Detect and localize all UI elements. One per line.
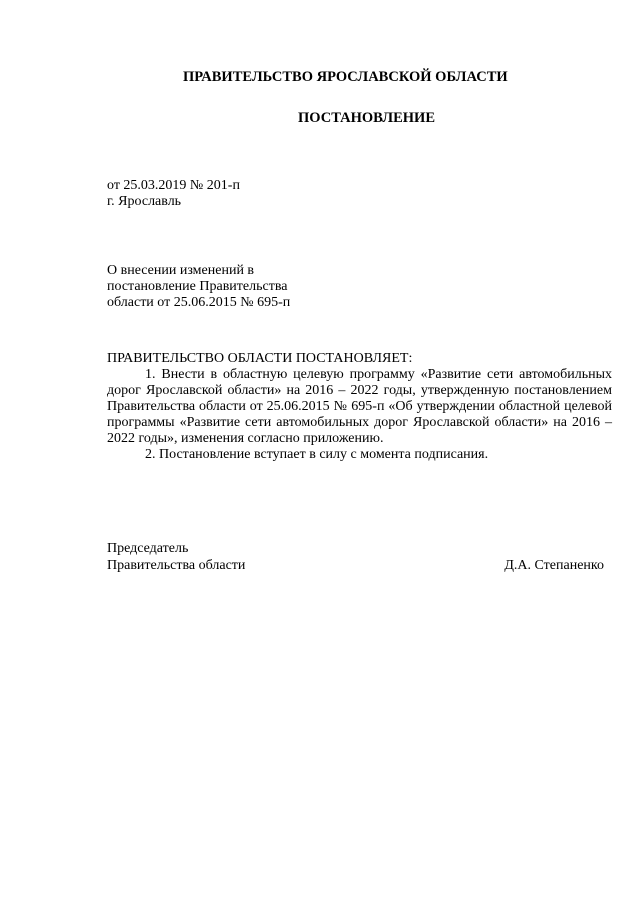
signer-name: Д.А. Степаненко bbox=[504, 558, 604, 573]
document-date-number: от 25.03.2019 № 201-п bbox=[107, 178, 240, 193]
subject-line: постановление Правительства bbox=[107, 279, 288, 294]
subject-line: области от 25.06.2015 № 695-п bbox=[107, 295, 291, 310]
government-title: ПРАВИТЕЛЬСТВО ЯРОСЛАВСКОЙ ОБЛАСТИ bbox=[183, 69, 508, 85]
signer-position-line2: Правительства области bbox=[107, 558, 246, 573]
document-subject bbox=[107, 263, 290, 311]
subject-line: О внесении изменений в bbox=[107, 263, 255, 278]
document-body bbox=[107, 351, 612, 463]
resolution-heading: ПРАВИТЕЛЬСТВО ОБЛАСТИ ПОСТАНОВЛЯЕТ: bbox=[107, 351, 413, 366]
document-city: г. Ярославль bbox=[107, 194, 182, 209]
resolution-item-1: 1. Внести в областную целевую программу «Развитие сети автомобильных дорог Ярославской области» на 2016 – 2022 годы, утвержденную постановлением Правительства области от 25.06.2015 № 695-п «Об утверждении областной целевой программы «Развитие сети автомобильных дорог Ярославской области» на 2016 – 2022 годы», изменения согласно приложению. bbox=[107, 367, 612, 446]
signature-block bbox=[107, 540, 604, 574]
document-meta bbox=[107, 178, 240, 210]
resolution-item-2: 2. Постановление вступает в силу с момента подписания. bbox=[145, 447, 489, 462]
document-type: ПОСТАНОВЛЕНИЕ bbox=[298, 110, 436, 126]
signer-position-line1: Председатель bbox=[107, 541, 189, 556]
